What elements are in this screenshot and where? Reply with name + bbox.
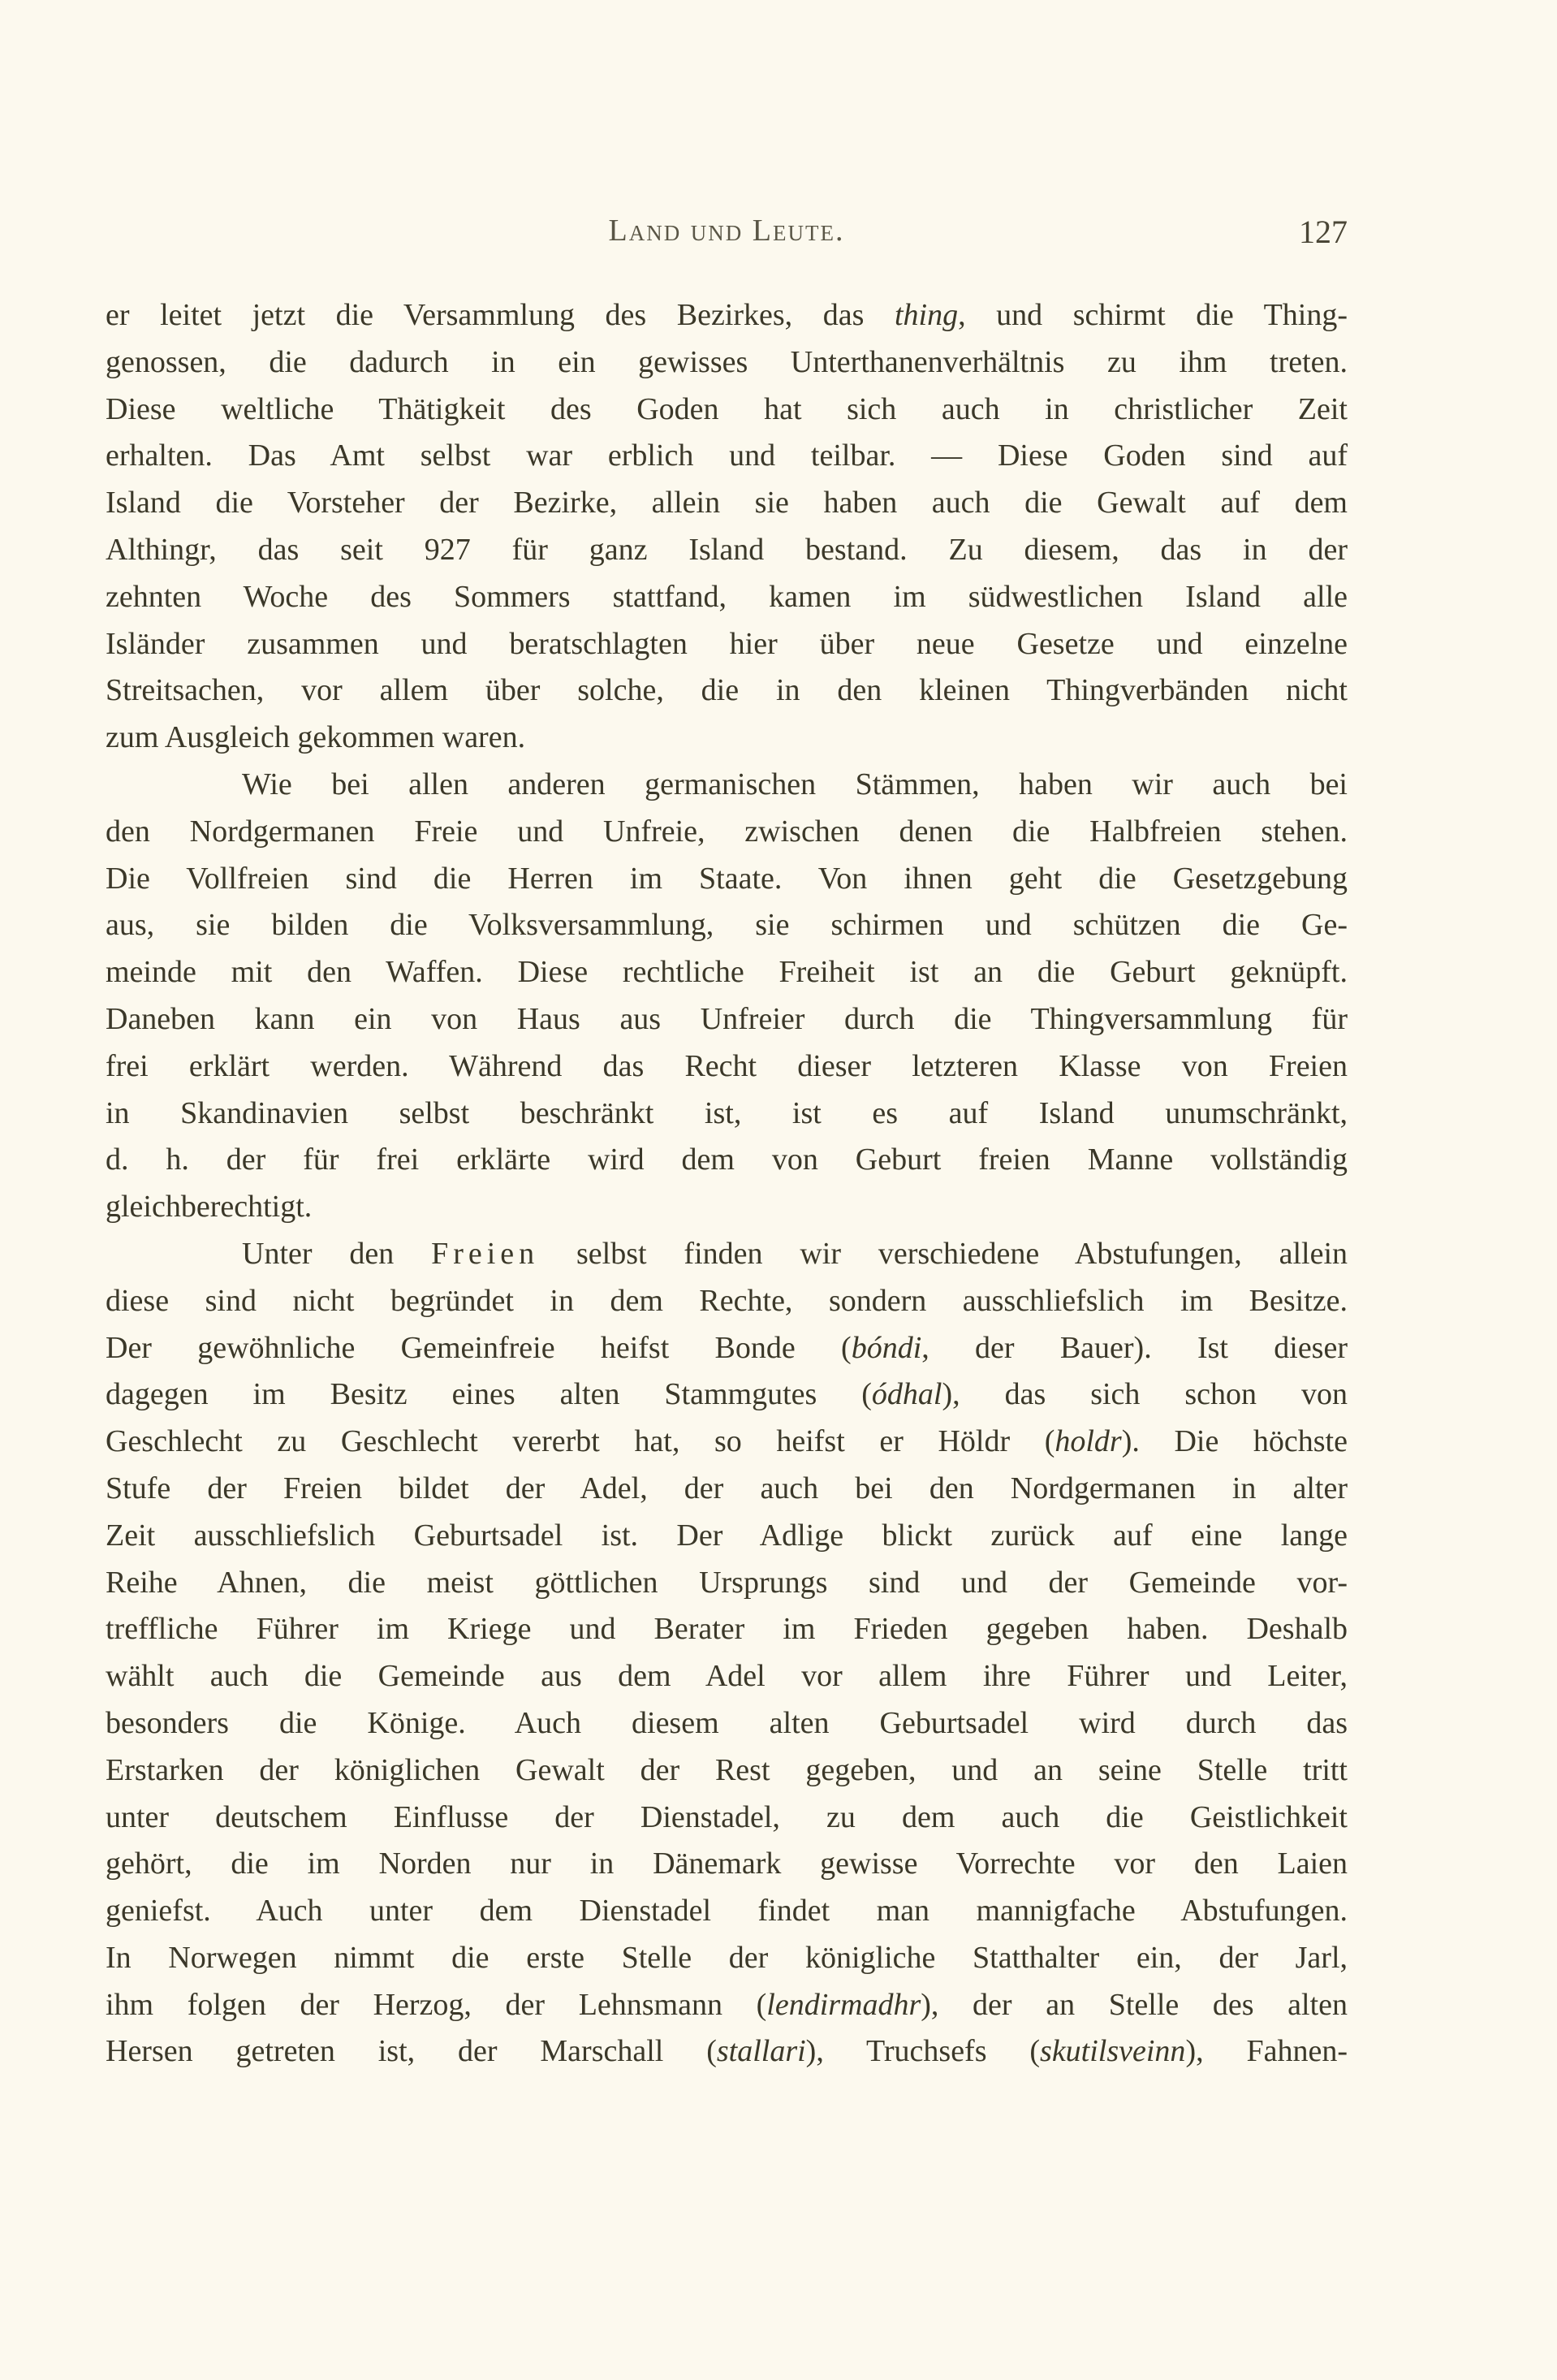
text-line [106,1325,1348,1372]
text-segment: frei erklärt werden. Während das Recht dieser letzteren Klasse von Freien [106,1048,1348,1083]
text-line [106,339,1348,387]
text-segment: gehört, die im Norden nur in Dänemark gewisse Vorrechte vor den Laien [106,1847,1348,1881]
text-segment: Unter den [242,1236,432,1271]
text-line [106,1278,1348,1325]
text-segment: wählt auch die Gemeinde aus dem Adel vor allem ihre Führer und Leiter, [106,1659,1348,1694]
text-segment: genossen, die dadurch in ein gewisses Unterthanenverhältnis zu ihm treten. [106,344,1348,379]
text-line [106,527,1348,574]
text-segment: ), das sich schon von [942,1377,1348,1412]
text-segment: ), Fahnen- [1185,2034,1348,2069]
text-segment: Reihe Ahnen, die meist göttlichen Ursprungs sind und der Gemeinde vor- [106,1565,1348,1600]
text-segment: Geschlecht zu Geschlecht vererbt hat, so heifst er Höldr ( [106,1424,1055,1459]
text-line [106,1371,1348,1419]
text-line [106,1982,1348,2029]
text-segment: geniefst. Auch unter dem Dienstadel findet man mannigfache Abstufungen. [106,1894,1348,1929]
text-line [106,667,1348,715]
italic-term: bóndi [851,1330,922,1365]
text-line [106,1935,1348,1982]
text-line [106,2028,1348,2075]
text-segment: treffliche Führer im Kriege und Berater im Frieden gegeben haben. Deshalb [106,1612,1348,1647]
text-line [106,1184,1348,1231]
text-line [106,1795,1348,1842]
text-line [106,1231,1348,1278]
text-segment: Diese weltliche Thätigkeit des Goden hat sich auch in christlicher Zeit [106,391,1348,426]
text-segment: Zeit ausschliefslich Geburtsadel ist. Der Adlige blickt zurück auf eine lange [106,1518,1348,1553]
text-line [106,621,1348,668]
text-segment: zum Ausgleich gekommen waren. [106,720,526,755]
text-line [106,996,1348,1043]
text-line [106,762,1348,809]
text-segment: Hersen getreten ist, der Marschall ( [106,2034,717,2069]
italic-term: stallari [716,2034,806,2069]
text-line [106,480,1348,527]
text-line [106,1513,1348,1560]
text-segment: ihm folgen der Herzog, der Lehnsmann ( [106,1987,767,2022]
text-segment: besonders die Könige. Auch diesem alten Geburtsadel wird durch das [106,1705,1348,1740]
page-number: 127 [1299,214,1348,250]
text-segment: dagegen im Besitz eines alten Stammgutes ( [106,1377,872,1412]
text-line [106,856,1348,903]
body-text [106,292,1348,2075]
italic-term: ódhal [871,1377,942,1412]
text-line [106,949,1348,996]
text-segment: aus, sie bilden die Volksversammlung, sie schirmen und schützen die Ge- [106,908,1348,943]
text-line [106,387,1348,434]
text-segment: Stufe der Freien bildet der Adel, der auch bei den Nordgermanen in alter [106,1471,1348,1505]
italic-term: thing [894,298,959,332]
text-segment: ), Truchsefs ( [805,2034,1041,2069]
text-line [106,1560,1348,1607]
text-segment: diese sind nicht begründet in dem Rechte, sondern ausschliefslich im Besitze. [106,1283,1348,1318]
text-segment: selbst finden wir verschiedene Abstufungen, allein [539,1236,1348,1271]
text-line [106,1653,1348,1700]
text-segment: Island die Vorsteher der Bezirke, allein sie haben auch die Gewalt auf dem [106,486,1348,520]
text-segment: Isländer zusammen und beratschlagten hier über neue Gesetze und einzelne [106,626,1348,661]
text-line [106,433,1348,480]
text-line [106,1606,1348,1653]
text-line [106,574,1348,621]
text-segment: Althingr, das seit 927 für ganz Island bestand. Zu diesem, das in der [106,532,1348,567]
text-segment: Wie bei allen anderen germanischen Stämmen, haben wir auch bei [242,767,1348,801]
text-segment: ), der an Stelle des alten [921,1987,1348,2022]
text-segment: Daneben kann ein von Haus aus Unfreier durch die Thingversammlung für [106,1001,1348,1036]
text-segment: unter deutschem Einflusse der Dienstadel, zu dem auch die Geistlichkeit [106,1799,1348,1834]
text-segment: Der gewöhnliche Gemeinfreie heifst Bonde ( [106,1330,852,1365]
italic-term: lendirmadhr [766,1987,921,2022]
text-line [106,902,1348,949]
text-segment: Die Vollfreien sind die Herren im Staate. Von ihnen geht die Gesetzgebung [106,861,1348,896]
text-line [106,1419,1348,1466]
text-line [106,1091,1348,1138]
italic-term: skutilsveinn [1040,2034,1186,2069]
text-segment: , der Bauer). Ist dieser [921,1330,1348,1365]
text-segment: erhalten. Das Amt selbst war erblich und teilbar. — Diese Goden sind auf [106,438,1348,473]
text-segment: zehnten Woche des Sommers stattfand, kamen im südwestlichen Island alle [106,579,1348,614]
text-segment: Erstarken der königlichen Gewalt der Rest gegeben, und an seine Stelle tritt [106,1752,1348,1787]
text-line [106,1888,1348,1935]
spaced-emphasis: Freien [431,1236,540,1271]
text-segment: , und schirmt die Thing- [958,298,1348,332]
text-line [106,1747,1348,1795]
text-line [106,1043,1348,1091]
text-line [106,1700,1348,1747]
text-line [106,292,1348,339]
text-line [106,715,1348,762]
text-segment: in Skandinavien selbst beschränkt ist, ist es auf Island unumschränkt, [106,1095,1348,1130]
text-line [106,1841,1348,1888]
text-line [106,809,1348,856]
italic-term: holdr [1055,1424,1122,1459]
text-line [106,1466,1348,1513]
text-segment: gleichberechtigt. [106,1190,313,1225]
text-segment: d. h. der für frei erklärte wird dem von Geburt freien Manne vollständig [106,1142,1348,1177]
text-segment: den Nordgermanen Freie und Unfreie, zwischen denen die Halbfreien stehen. [106,814,1348,849]
page-header [106,213,1348,261]
running-title: Land und Leute. [608,214,845,248]
text-line [106,1137,1348,1184]
text-segment: er leitet jetzt die Versammlung des Bezirkes, das [106,298,895,332]
text-segment: In Norwegen nimmt die erste Stelle der königliche Statthalter ein, der Jarl, [106,1940,1348,1975]
text-segment: ). Die höchste [1121,1424,1348,1459]
text-segment: Streitsachen, vor allem über solche, die in den kleinen Thingverbänden nicht [106,673,1348,708]
text-segment: meinde mit den Waffen. Diese rechtliche Freiheit ist an die Geburt geknüpft. [106,955,1348,990]
